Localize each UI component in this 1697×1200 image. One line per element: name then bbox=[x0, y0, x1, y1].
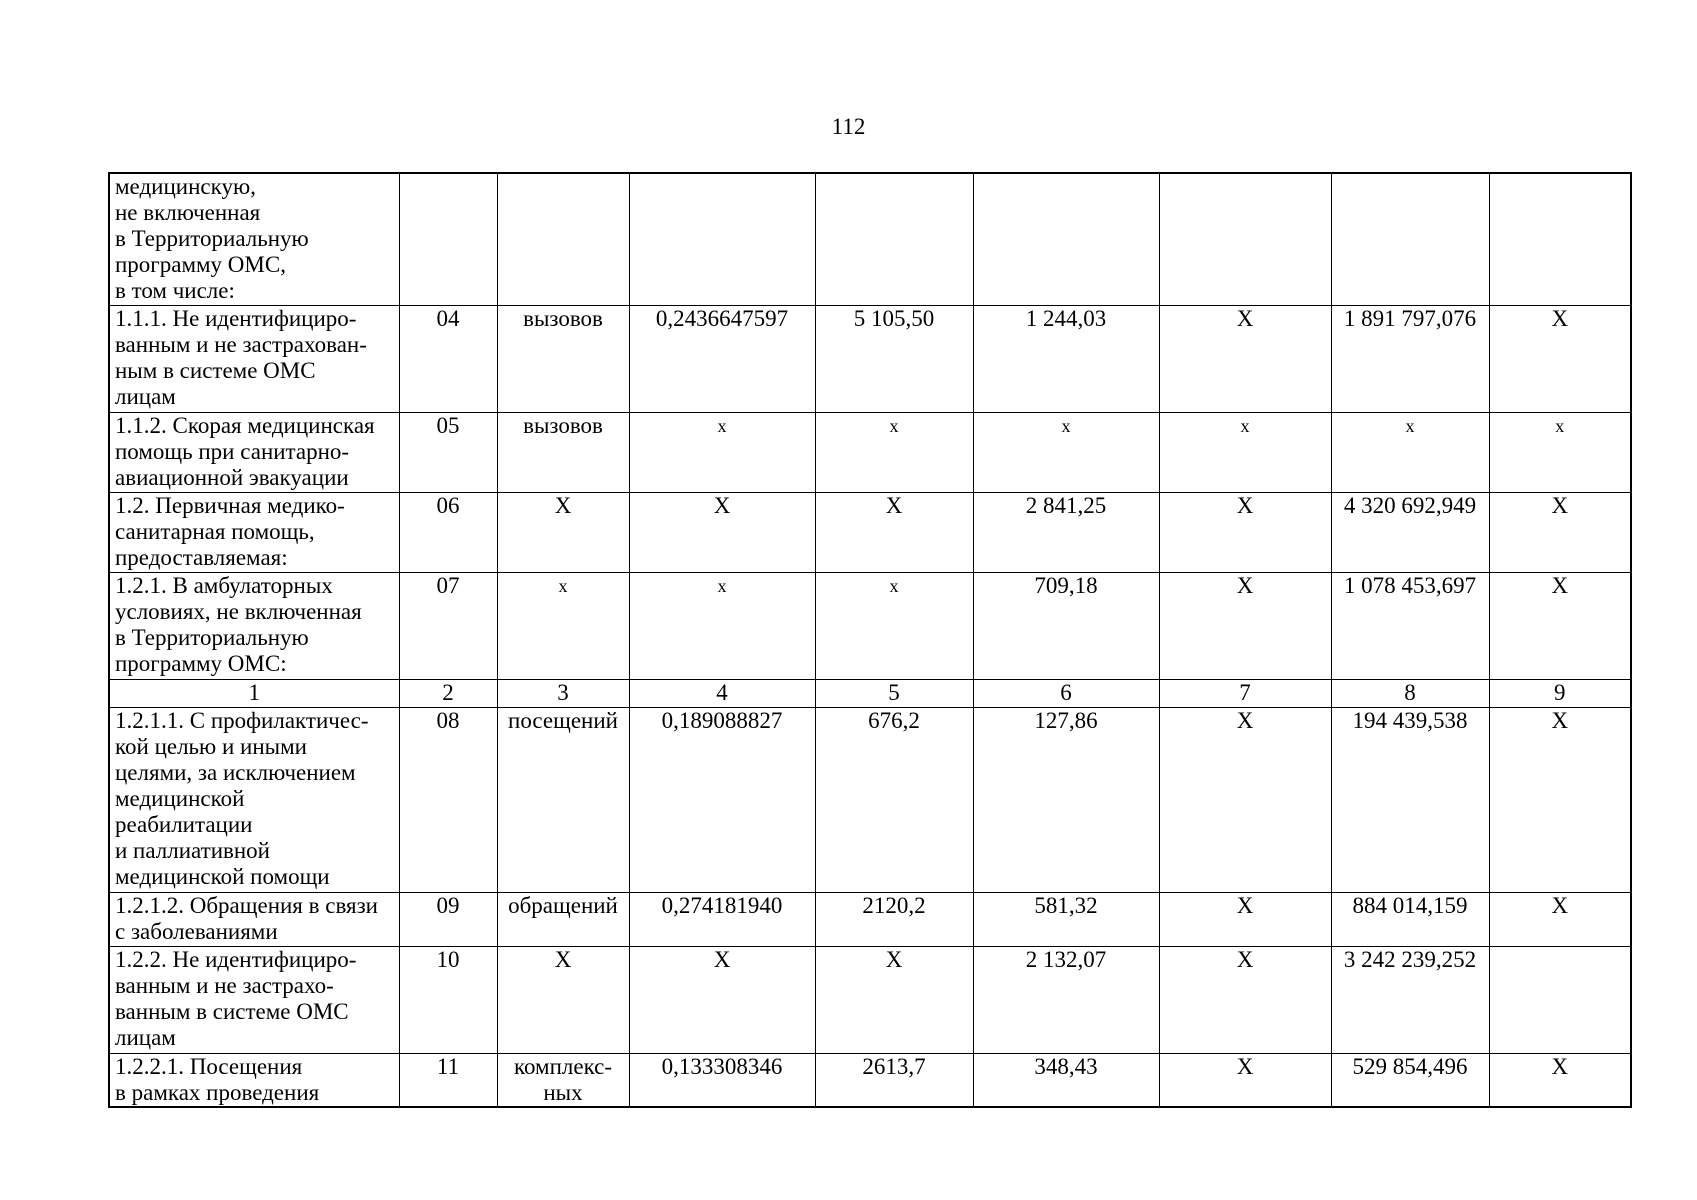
row-unit: вызовов bbox=[497, 412, 629, 492]
cell-col9: Х bbox=[1489, 892, 1631, 946]
cell-col9: Х bbox=[1489, 1053, 1631, 1107]
cell-col8: 884 014,159 bbox=[1331, 892, 1489, 946]
cell-col7: Х bbox=[1159, 892, 1331, 946]
cell-col9: Х bbox=[1489, 492, 1631, 572]
cell-col6: 1 244,03 bbox=[973, 305, 1159, 412]
cell-col4: 0,274181940 bbox=[629, 892, 815, 946]
row-unit: обращений bbox=[497, 892, 629, 946]
cell-col4: 0,189088827 bbox=[629, 707, 815, 892]
row-code bbox=[399, 173, 497, 305]
row-name: 1.2.1.1. С профилактичес- кой целью и иными целями, за исключением медицинской реабилитации и паллиативной медицинской помощи bbox=[109, 707, 399, 892]
column-number-row bbox=[109, 679, 1631, 707]
cell-col5: 5 105,50 bbox=[815, 305, 973, 412]
cell-col6: 709,18 bbox=[973, 572, 1159, 679]
cell-col9: Х bbox=[1489, 707, 1631, 892]
row-code: 05 bbox=[399, 412, 497, 492]
column-number: 9 bbox=[1489, 679, 1631, 707]
row-name: 1.2.1. В амбулаторных условиях, не включенная в Территориальную программу ОМС: bbox=[109, 572, 399, 679]
row-code: 09 bbox=[399, 892, 497, 946]
row-unit: Х bbox=[497, 492, 629, 572]
cell-col4: Х bbox=[629, 946, 815, 1053]
page-number: 112 bbox=[831, 114, 866, 139]
cell-col5: 676,2 bbox=[815, 707, 973, 892]
cell-col4: Х bbox=[629, 492, 815, 572]
cell-col5 bbox=[815, 173, 973, 305]
column-number: 6 bbox=[973, 679, 1159, 707]
cell-col8 bbox=[1331, 173, 1489, 305]
cell-col5: х bbox=[815, 412, 973, 492]
table-row bbox=[109, 892, 1631, 946]
cell-col9: Х bbox=[1489, 305, 1631, 412]
cell-col7: Х bbox=[1159, 707, 1331, 892]
cell-col6: 348,43 bbox=[973, 1053, 1159, 1107]
row-unit: Х bbox=[497, 946, 629, 1053]
cell-col7: Х bbox=[1159, 1053, 1331, 1107]
cell-col9 bbox=[1489, 173, 1631, 305]
row-name: 1.2.2. Не идентифициро- ванным и не застрахо- ванным в системе ОМС лицам bbox=[109, 946, 399, 1053]
column-number: 2 bbox=[399, 679, 497, 707]
table-row bbox=[109, 1053, 1631, 1107]
row-name: 1.1.1. Не идентифициро- ванным и не застрахован- ным в системе ОМС лицам bbox=[109, 305, 399, 412]
row-unit: посещений bbox=[497, 707, 629, 892]
row-name: медицинскую, не включенная в Территориальную программу ОМС, в том числе: bbox=[109, 173, 399, 305]
column-number: 5 bbox=[815, 679, 973, 707]
cell-col8: 1 078 453,697 bbox=[1331, 572, 1489, 679]
cell-col4: х bbox=[629, 572, 815, 679]
cell-col5: х bbox=[815, 572, 973, 679]
table-row bbox=[109, 305, 1631, 412]
cell-col8: х bbox=[1331, 412, 1489, 492]
cell-col6: х bbox=[973, 412, 1159, 492]
cell-col7: Х bbox=[1159, 946, 1331, 1053]
row-name: 1.1.2. Скорая медицинская помощь при санитарно- авиационной эвакуации bbox=[109, 412, 399, 492]
column-number: 8 bbox=[1331, 679, 1489, 707]
cell-col7: Х bbox=[1159, 572, 1331, 679]
table-row bbox=[109, 412, 1631, 492]
row-name: 1.2.1.2. Обращения в связи с заболеваниями bbox=[109, 892, 399, 946]
cell-col8: 4 320 692,949 bbox=[1331, 492, 1489, 572]
cell-col5: Х bbox=[815, 492, 973, 572]
row-code: 10 bbox=[399, 946, 497, 1053]
cell-col7: х bbox=[1159, 412, 1331, 492]
row-code: 07 bbox=[399, 572, 497, 679]
cell-col8: 529 854,496 bbox=[1331, 1053, 1489, 1107]
cell-col6: 127,86 bbox=[973, 707, 1159, 892]
table-row bbox=[109, 707, 1631, 892]
row-code: 06 bbox=[399, 492, 497, 572]
row-name: 1.2. Первичная медико- санитарная помощь, предоставляемая: bbox=[109, 492, 399, 572]
table-row bbox=[109, 946, 1631, 1053]
cell-col7: Х bbox=[1159, 492, 1331, 572]
column-number: 3 bbox=[497, 679, 629, 707]
row-code: 04 bbox=[399, 305, 497, 412]
cell-col6 bbox=[973, 173, 1159, 305]
column-number: 4 bbox=[629, 679, 815, 707]
row-unit: х bbox=[497, 572, 629, 679]
table-row bbox=[109, 173, 1631, 305]
row-unit: вызовов bbox=[497, 305, 629, 412]
cell-col5: 2120,2 bbox=[815, 892, 973, 946]
cell-col4 bbox=[629, 173, 815, 305]
cell-col4: 0,2436647597 bbox=[629, 305, 815, 412]
cell-col9: х bbox=[1489, 412, 1631, 492]
cell-col7: Х bbox=[1159, 305, 1331, 412]
cell-col5: Х bbox=[815, 946, 973, 1053]
cell-col9: Х bbox=[1489, 572, 1631, 679]
row-name: 1.2.2.1. Посещения в рамках проведения bbox=[109, 1053, 399, 1107]
column-number: 1 bbox=[109, 679, 399, 707]
cell-col7 bbox=[1159, 173, 1331, 305]
table-row bbox=[109, 572, 1631, 679]
column-number: 7 bbox=[1159, 679, 1331, 707]
cell-col6: 2 841,25 bbox=[973, 492, 1159, 572]
row-unit: комплекс- ных bbox=[497, 1053, 629, 1107]
cell-col9 bbox=[1489, 946, 1631, 1053]
cell-col4: 0,133308346 bbox=[629, 1053, 815, 1107]
cell-col5: 2613,7 bbox=[815, 1053, 973, 1107]
row-code: 08 bbox=[399, 707, 497, 892]
cell-col6: 2 132,07 bbox=[973, 946, 1159, 1053]
row-unit bbox=[497, 173, 629, 305]
cell-col4: х bbox=[629, 412, 815, 492]
cell-col8: 3 242 239,252 bbox=[1331, 946, 1489, 1053]
cell-col8: 1 891 797,076 bbox=[1331, 305, 1489, 412]
row-code: 11 bbox=[399, 1053, 497, 1107]
table-row bbox=[109, 492, 1631, 572]
cell-col6: 581,32 bbox=[973, 892, 1159, 946]
data-table bbox=[108, 172, 1632, 1108]
cell-col8: 194 439,538 bbox=[1331, 707, 1489, 892]
